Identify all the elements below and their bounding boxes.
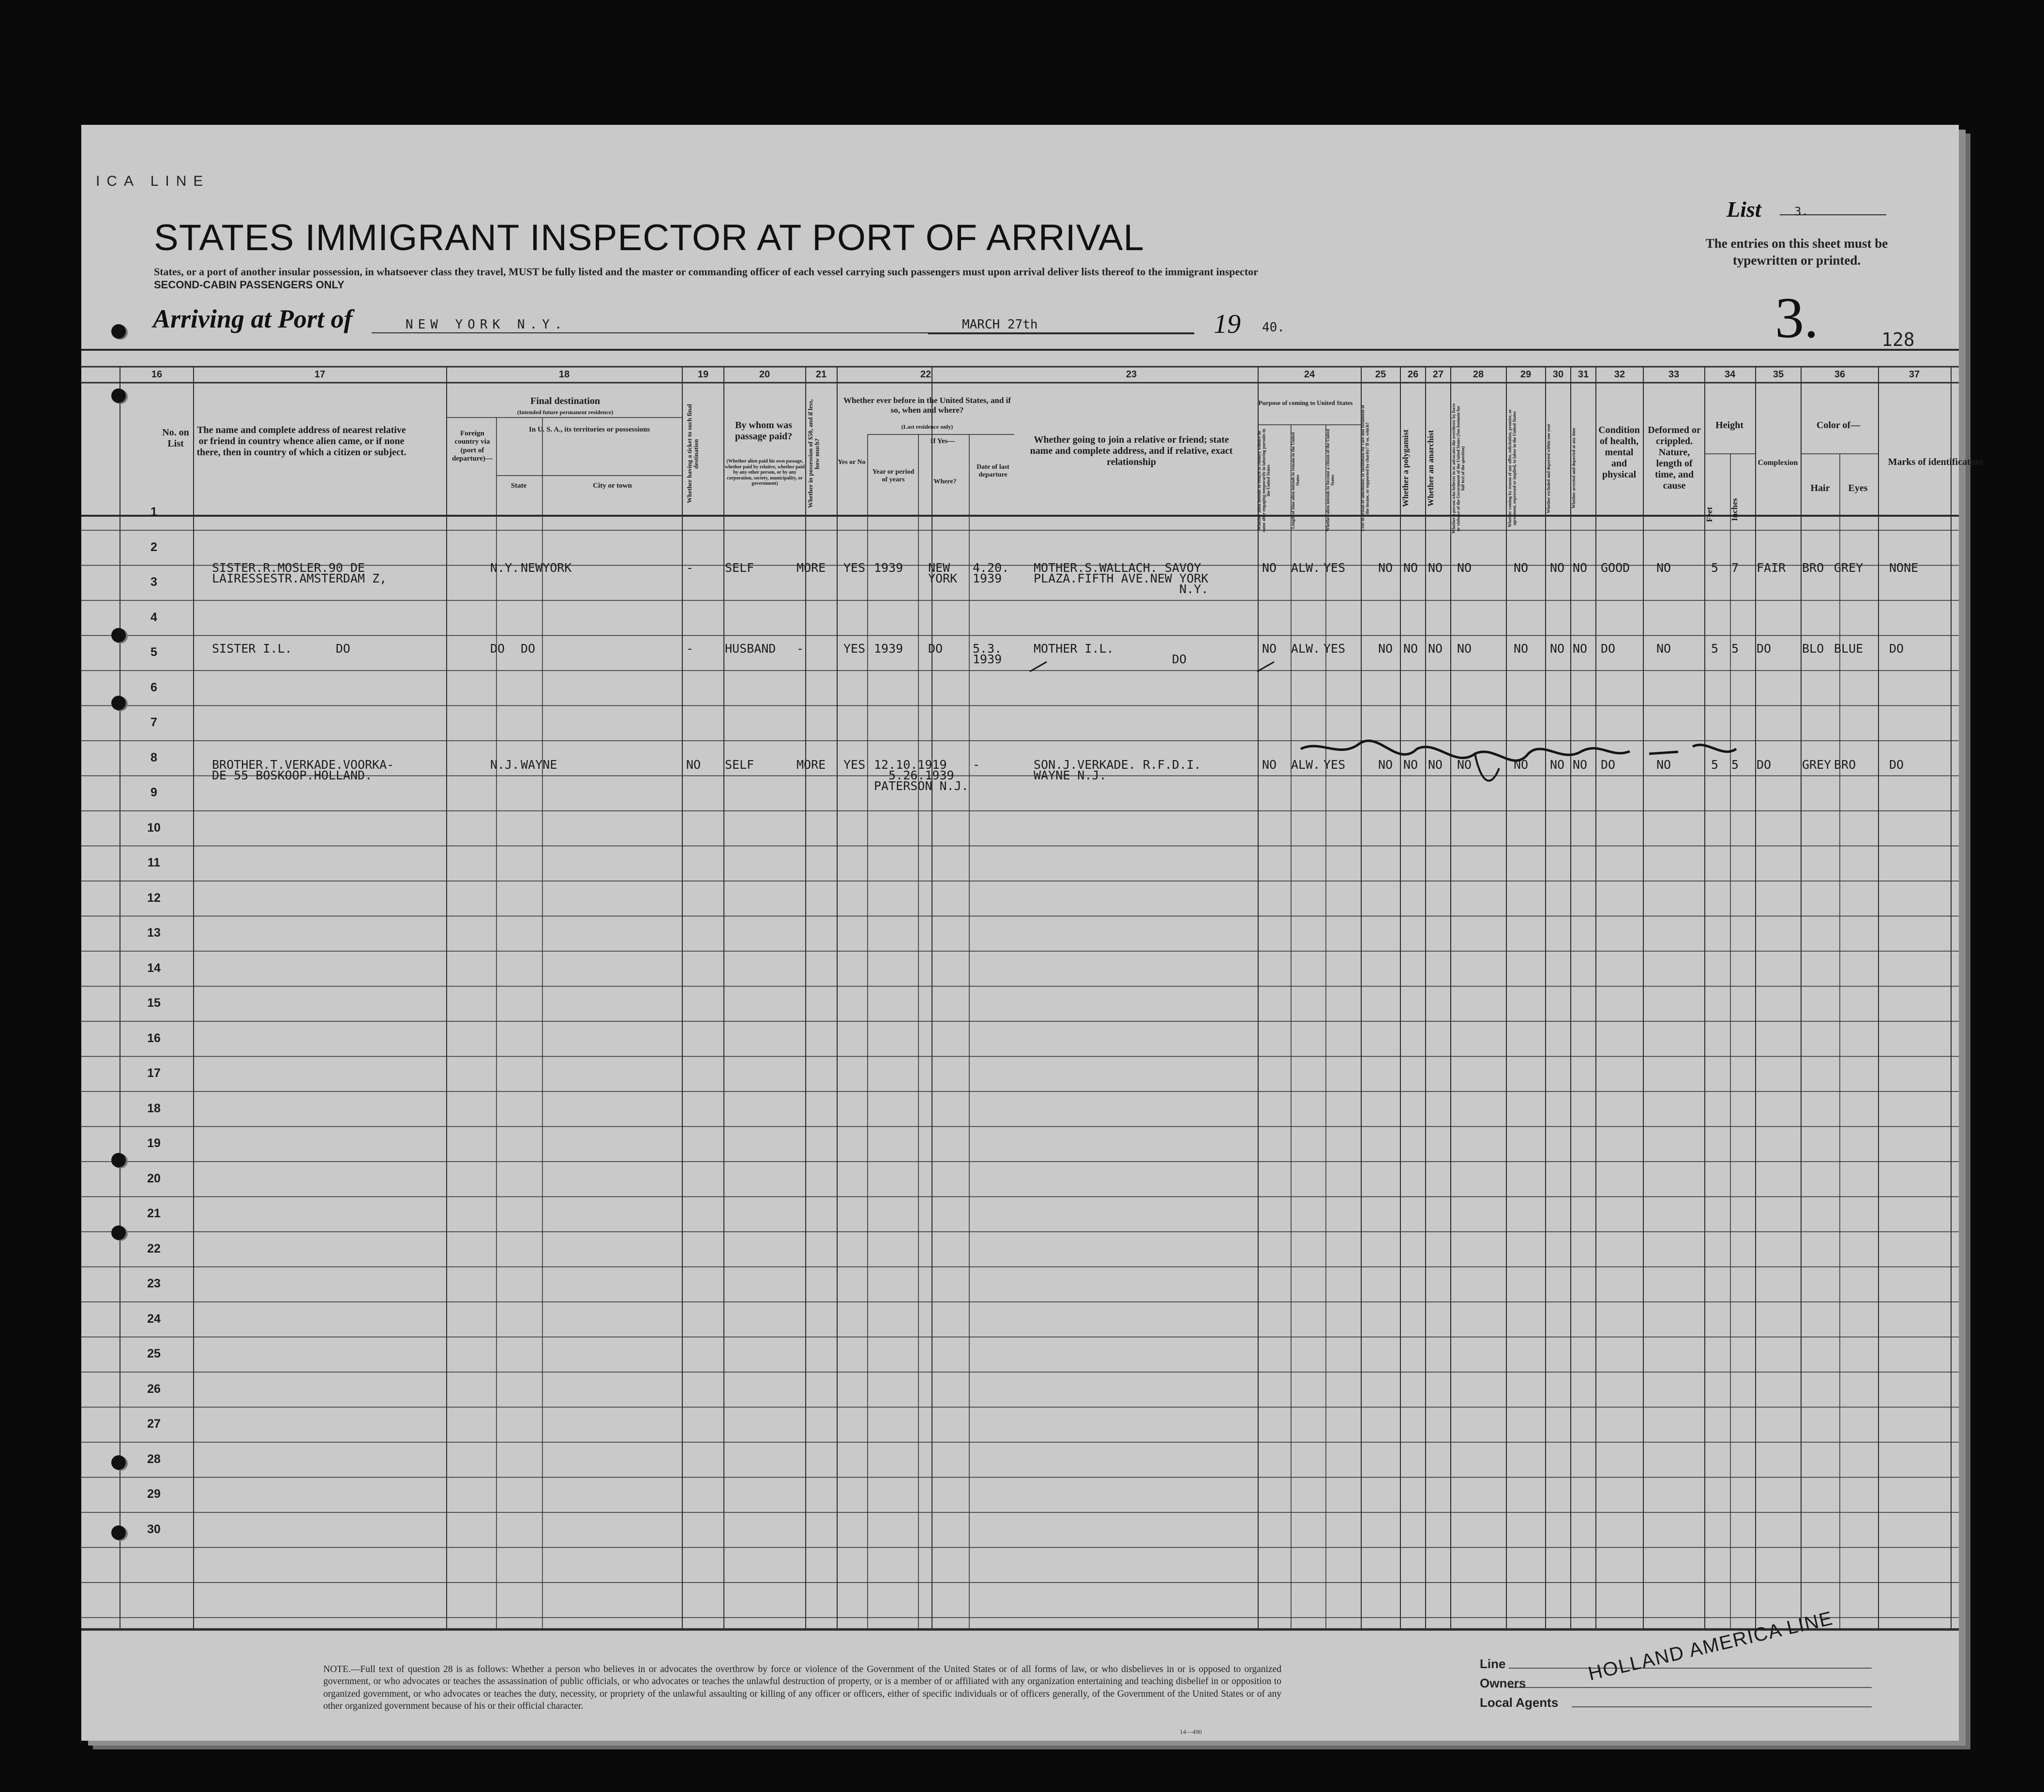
column-number: 21 <box>815 369 827 380</box>
class-label: SECOND-CABIN PASSENGERS ONLY <box>154 279 345 291</box>
cell-c31: NO <box>1573 758 1588 772</box>
row-number: 21 <box>147 1207 161 1220</box>
column-number: 19 <box>697 369 709 380</box>
header-height: Height <box>1715 420 1743 431</box>
header-inches: Inches <box>1730 498 1739 521</box>
row-number: 6 <box>150 680 157 694</box>
row-number: 23 <box>147 1277 161 1290</box>
cell-c26: NO <box>1403 758 1418 772</box>
header-state: State <box>511 482 527 490</box>
column-number: 18 <box>558 369 570 380</box>
cell-health: DO <box>1601 758 1616 772</box>
row-number: 9 <box>150 786 157 799</box>
header-c24c: Whether alien intends to become a citizen of the United States <box>1325 429 1335 532</box>
cell-c30: NO <box>1550 642 1565 656</box>
cell-c31: NO <box>1573 561 1588 575</box>
line-field-label: Line <box>1480 1657 1506 1671</box>
header-yes-no: Yes or No <box>838 459 866 466</box>
header-passage-paid: By whom was passage paid? <box>735 420 793 442</box>
row-number: 7 <box>150 716 157 729</box>
header-health: Condition of health, mental and physical <box>1598 425 1640 480</box>
row-number: 11 <box>147 856 161 869</box>
header-c24b: Length of time alien intends to remain in the United States <box>1291 432 1300 529</box>
cell-c26: NO <box>1403 561 1418 575</box>
cell-year: 12.10.1919 5.26.1939 PATERSON N.J. <box>874 758 969 793</box>
line-label: ICA LINE <box>96 173 210 189</box>
binder-hole <box>111 1153 126 1167</box>
cell-c25: NO <box>1378 642 1393 656</box>
cell-c28: NO <box>1457 758 1472 772</box>
list-value: 3. <box>1794 205 1808 218</box>
column-number: 33 <box>1668 369 1680 380</box>
column-number: 35 <box>1773 369 1784 380</box>
cell-join: MOTHER I.L. DO <box>1034 642 1187 666</box>
cell-departure: 4.20. 1939 <box>973 561 1009 585</box>
cell-c25: NO <box>1378 561 1393 575</box>
column-number: 27 <box>1432 369 1444 380</box>
row-number: 4 <box>150 610 157 624</box>
column-number: 24 <box>1304 369 1315 380</box>
column-number: 17 <box>314 369 326 380</box>
cell-complexion: DO <box>1757 642 1772 656</box>
binder-hole <box>111 388 126 403</box>
header-c30: Whether excluded and deported within one year <box>1546 423 1551 513</box>
cell-relative-abroad: SISTER.R.MOSLER.90 DE LAIRESSESTR.AMSTERDAM Z, <box>212 561 387 585</box>
header-year-period: Year or period of years <box>872 468 915 484</box>
port-value: NEW YORK N.Y. <box>406 317 567 332</box>
row-number: 1 <box>150 505 157 519</box>
cell-departure: - <box>973 758 980 772</box>
column-number: 31 <box>1578 369 1589 380</box>
cell-health: GOOD <box>1601 561 1630 575</box>
cell-paid: HUSBAND <box>725 642 776 656</box>
arriving-label: Arriving at Port of <box>153 304 353 333</box>
cell-hair: BLO <box>1802 642 1824 656</box>
cell-state: DO <box>490 642 505 656</box>
cell-feet: 5 <box>1711 758 1719 772</box>
header-final-destination-note: (Intended future permanent residence) <box>517 409 614 416</box>
cell-c24c: YES <box>1323 561 1346 575</box>
cell-c29: NO <box>1514 642 1529 656</box>
year-suffix: 40. <box>1262 320 1285 335</box>
row-number: 25 <box>147 1347 161 1360</box>
binder-hole <box>111 696 126 710</box>
cell-marks: DO <box>1889 642 1904 656</box>
header-in-usa: In U. S. A., its territories or possessions <box>528 426 650 433</box>
cell-c30: NO <box>1550 561 1565 575</box>
entries-note: The entries on this sheet must be typewritten or printed. <box>1705 236 1888 268</box>
row-number: 3 <box>150 575 157 589</box>
header-if-yes: If Yes— <box>930 437 955 445</box>
row-number: 13 <box>147 926 161 940</box>
header-deformed: Deformed or crippled. Nature, length of time, and cause <box>1648 425 1701 491</box>
row-number: 29 <box>147 1487 161 1501</box>
header-eyes: Eyes <box>1848 483 1868 493</box>
row-number: 17 <box>147 1066 161 1080</box>
cell-ticket: - <box>686 642 694 656</box>
column-number: 26 <box>1407 369 1419 380</box>
cell-eyes: GREY <box>1834 561 1864 575</box>
cell-deformed: NO <box>1656 758 1671 772</box>
cell-c27: NO <box>1428 758 1443 772</box>
cell-c30: NO <box>1550 758 1565 772</box>
binder-hole <box>111 1525 126 1540</box>
binder-hole <box>111 1225 126 1240</box>
cell-eyes: BRO <box>1834 758 1856 772</box>
row-number: 18 <box>147 1101 161 1115</box>
cell-c24a: NO <box>1262 561 1277 575</box>
row-number: 26 <box>147 1382 161 1396</box>
header-c29: Whether coming by reason of any offer, solicitation, promise, or agreement, expressed or implied, to labor in the United States <box>1507 409 1517 528</box>
cell-c28: NO <box>1457 561 1472 575</box>
cell-c26: NO <box>1403 642 1418 656</box>
header-c31: Whether arrested and deported at any time <box>1571 428 1576 509</box>
cell-c24b: ALW. <box>1291 758 1321 772</box>
cell-city: DO <box>521 642 536 656</box>
cell-departure: 5.3. 1939 <box>973 642 1002 666</box>
cell-ticket: NO <box>686 758 701 772</box>
cell-c24a: NO <box>1262 642 1277 656</box>
cell-marks: NONE <box>1889 561 1919 575</box>
column-number: 34 <box>1724 369 1736 380</box>
binder-hole <box>111 324 126 339</box>
arrival-date: MARCH 27th <box>962 317 1038 332</box>
row-number: 5 <box>150 645 157 659</box>
cell-deformed: NO <box>1656 642 1671 656</box>
cell-money: MORE <box>797 561 826 575</box>
header-c26: Whether a polygamist <box>1401 429 1410 508</box>
header-date-departure: Date of last departure <box>977 463 1009 479</box>
cell-c24b: ALW. <box>1291 642 1321 656</box>
cell-deformed: NO <box>1656 561 1671 575</box>
row-number: 12 <box>147 891 161 905</box>
column-number: 22 <box>920 369 932 380</box>
header-hair: Hair <box>1810 483 1830 493</box>
column-number: 16 <box>151 369 163 380</box>
cell-before: YES <box>843 642 866 656</box>
cell-money: MORE <box>797 758 826 772</box>
column-number: 23 <box>1126 369 1137 380</box>
cell-before: YES <box>843 561 866 575</box>
header-final-destination: Final destination <box>530 396 600 406</box>
cell-c29: NO <box>1514 758 1529 772</box>
page-title: STATES IMMIGRANT INSPECTOR AT PORT OF ARRIVAL <box>154 217 1144 258</box>
header-before-in-us: Whether ever before in the United States, and if so, when and where? <box>843 396 1011 415</box>
cell-c24a: NO <box>1262 758 1277 772</box>
cell-complexion: FAIR <box>1757 561 1786 575</box>
header-c28: Whether a person who believes in or advocates the overthrow by force or violence of the Government of the United States (See footnote for full text of the question) <box>1451 403 1465 534</box>
footnote: NOTE.—Full text of question 28 is as follows: Whether a person who believes in or advocates the overthrow by force or violence of the Government of the United States or of all forms of law, or who disbelieves in or is opposed to organized government, or who advocates or teaches the assassination of public officials, or who advocates or teaches the unlawful destruction of property, or is a member of or affiliated with any organization entertaining and teaching disbelief in or opposition to organized government, or who advocates or teaches the duty, necessity, or propriety of the unlawful assaulting or killing of any officer or officers, either of specific individuals or of officers generally, of the Government of the United States or of any other organized government because of his or their official character. <box>323 1664 1281 1712</box>
column-number: 25 <box>1375 369 1386 380</box>
header-c25: Ever in prison or almshouse, or institution for care and treatment of the insane, or supported by charity? If so, which? <box>1360 405 1370 532</box>
cell-paid: SELF <box>725 561 754 575</box>
cell-hair: GREY <box>1802 758 1832 772</box>
cell-inches: 5 <box>1731 758 1739 772</box>
cell-city: NEWYORK <box>521 561 572 575</box>
sheet-number: 3. <box>1775 285 1819 350</box>
cell-marks: DO <box>1889 758 1904 772</box>
cell-year: 1939 <box>874 642 903 656</box>
header-marks: Marks of identification <box>1888 457 1984 467</box>
list-label: List <box>1727 197 1761 222</box>
column-number: 20 <box>759 369 770 380</box>
row-number: 10 <box>147 821 161 835</box>
column-number: 29 <box>1520 369 1532 380</box>
row-number: 20 <box>147 1171 161 1185</box>
row-number: 27 <box>147 1417 161 1431</box>
cell-c24b: ALW. <box>1291 561 1321 575</box>
header-money: Whether in possession of $50, and if less, how much? <box>807 399 821 508</box>
agents-field-label: Local Agents <box>1480 1695 1559 1710</box>
cell-inches: 5 <box>1731 642 1739 656</box>
row-number: 8 <box>150 750 157 764</box>
column-number: 37 <box>1909 369 1920 380</box>
header-purpose: Purpose of coming to United States <box>1258 399 1353 406</box>
cell-where: DO <box>928 642 943 656</box>
cell-relative-abroad: BROTHER.T.VERKADE.VOORKA- DE 55 BOSKOOP.HOLLAND. <box>212 758 394 782</box>
cell-eyes: BLUE <box>1834 642 1864 656</box>
header-passage-note: (Whether alien paid his own passage, whether paid by relative, whether paid by any other person, or by any corporation, society, municipality, or government) <box>724 459 805 486</box>
header-c24a: Whether alien intends to return to country whence he came after engaging temporarily in laboring pursuits in the United States <box>1257 429 1271 532</box>
year-prefix: 19 <box>1214 309 1241 339</box>
row-number: 30 <box>147 1522 161 1536</box>
header-c27: Whether an anarchist <box>1426 430 1435 507</box>
cell-before: YES <box>843 758 866 772</box>
row-number: 15 <box>147 996 161 1010</box>
cell-city: WAYNE <box>521 758 557 772</box>
header-relative-abroad: The name and complete address of nearest relative or friend in country whence alien came, or if none there, then in country of which a citizen or subject. <box>196 425 406 458</box>
company-stamp: HOLLAND AMERICA LINE <box>1586 1607 1835 1685</box>
row-number: 28 <box>147 1452 161 1466</box>
header-where: Where? <box>933 478 957 485</box>
column-number: 30 <box>1552 369 1564 380</box>
cell-feet: 5 <box>1711 561 1719 575</box>
cell-c31: NO <box>1573 642 1588 656</box>
column-number: 28 <box>1473 369 1484 380</box>
cell-inches: 7 <box>1731 561 1739 575</box>
cell-join: SON.J.VERKADE. R.F.D.I. WAYNE N.J. <box>1034 758 1202 782</box>
row-number: 14 <box>147 961 161 975</box>
cell-c24c: YES <box>1323 758 1346 772</box>
header-complexion: Complexion <box>1758 459 1798 467</box>
cell-c28: NO <box>1457 642 1472 656</box>
header-color-of: Color of— <box>1816 420 1861 431</box>
cell-c29: NO <box>1514 561 1529 575</box>
cell-year: 1939 <box>874 561 903 575</box>
header-ticket: Whether having a ticket to such final destination <box>686 404 700 504</box>
table-grid <box>81 125 1959 1741</box>
cell-join: MOTHER.S.WALLACH. SAVOY PLAZA.FIFTH AVE.NEW YORK N.Y. <box>1034 561 1209 596</box>
row-number: 19 <box>147 1136 161 1150</box>
cell-relative-abroad: SISTER I.L. DO <box>212 642 350 656</box>
owners-field-label: Owners <box>1480 1676 1526 1690</box>
row-number: 16 <box>147 1031 161 1045</box>
cell-health: DO <box>1601 642 1616 656</box>
cell-feet: 5 <box>1711 642 1719 656</box>
row-number: 2 <box>150 540 157 554</box>
manifest-sheet <box>81 125 1984 1741</box>
cell-state: N.J. <box>490 758 520 772</box>
binder-hole <box>111 628 126 642</box>
cell-paid: SELF <box>725 758 754 772</box>
header-foreign-country: Foreign country via (port of departure)— <box>452 430 493 463</box>
cell-ticket: - <box>686 561 694 575</box>
column-number: 36 <box>1834 369 1846 380</box>
header-feet: Feet <box>1705 507 1714 522</box>
cell-c27: NO <box>1428 642 1443 656</box>
cell-c27: NO <box>1428 561 1443 575</box>
page-number: 128 <box>1881 329 1915 350</box>
cell-state: N.Y. <box>490 561 520 575</box>
page-subtitle: States, or a port of another insular possession, in whatsoever class they travel, MUST be fully listed and the master or commanding officer of each vessel carrying such passengers must upon arrival deliver lists thereof to the immigrant inspector <box>154 266 1258 278</box>
cell-c25: NO <box>1378 758 1393 772</box>
binder-hole <box>111 1455 126 1470</box>
column-number: 32 <box>1614 369 1625 380</box>
row-number: 22 <box>147 1241 161 1255</box>
header-last-residence: (Last residence only) <box>901 423 953 430</box>
form-number: 14—490 <box>1180 1728 1202 1735</box>
row-number: 24 <box>147 1312 161 1326</box>
cell-where: NEW YORK <box>928 561 958 585</box>
cell-c24c: YES <box>1323 642 1346 656</box>
header-no-on-list: No. on List <box>162 427 189 449</box>
cell-money: - <box>797 642 804 656</box>
header-city: City or town <box>593 482 632 490</box>
header-join-relative: Whether going to join a relative or friend; state name and complete address, and if relative, exact relationship <box>1030 434 1233 467</box>
cell-hair: BRO <box>1802 561 1824 575</box>
cell-complexion: DO <box>1757 758 1772 772</box>
